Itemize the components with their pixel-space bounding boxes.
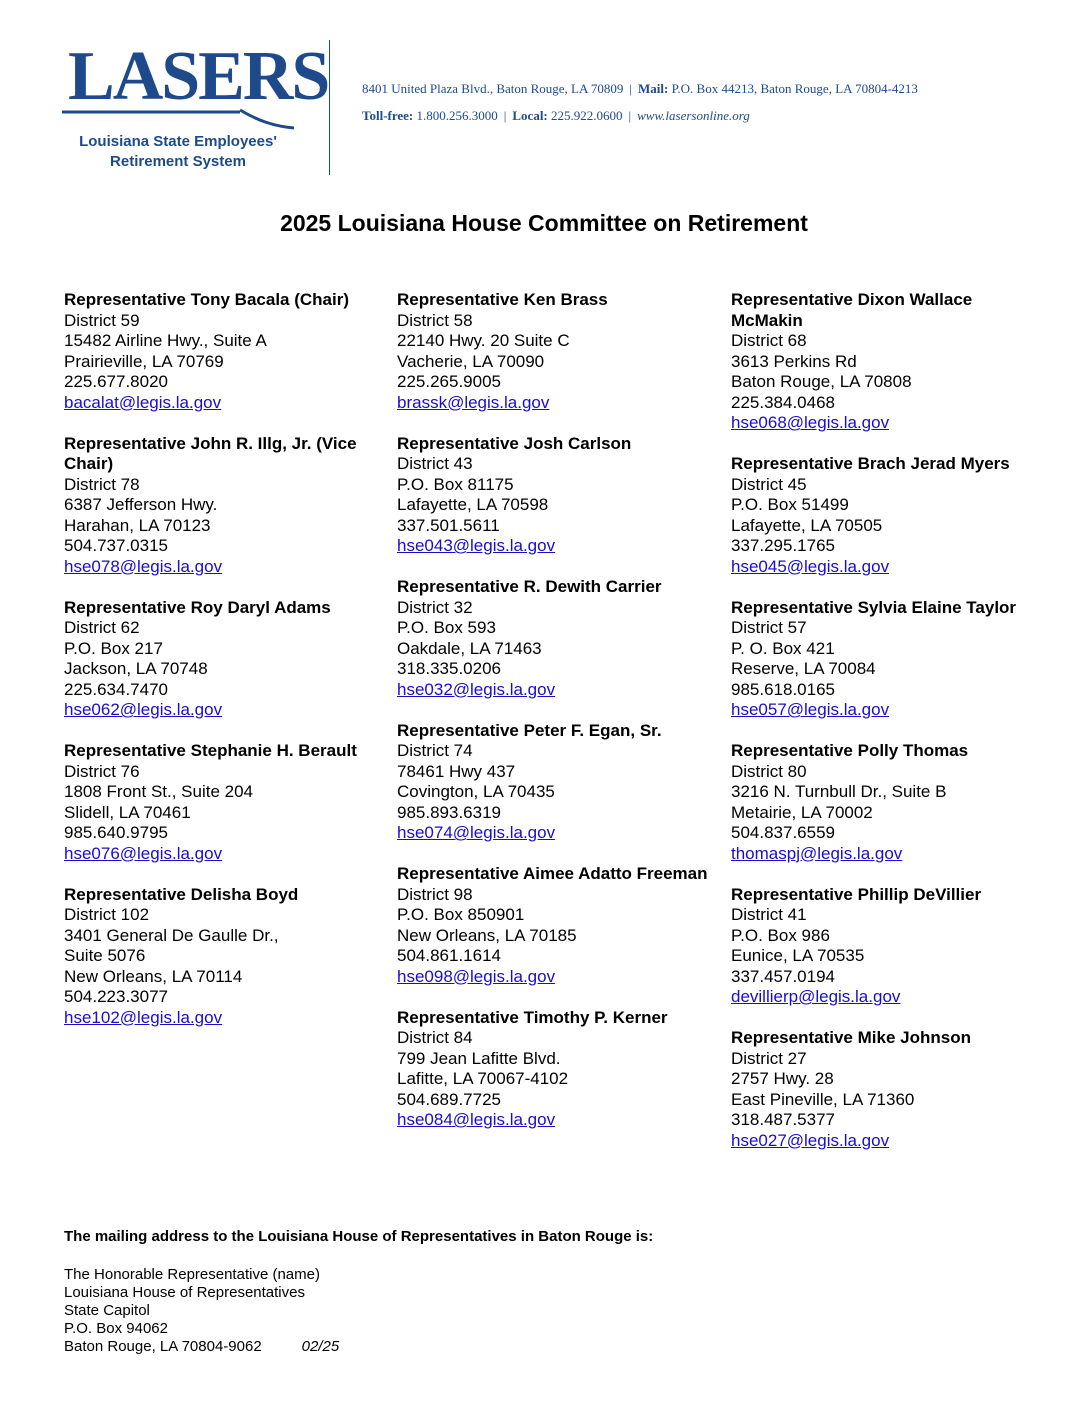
representative-entry <box>397 577 727 700</box>
address-line: New Orleans, LA 70114 <box>64 966 243 986</box>
phone: 337.501.5611 <box>397 515 500 535</box>
representative-name: Representative R. Dewith Carrier <box>397 577 662 596</box>
address-line: East Pineville, LA 71360 <box>731 1089 915 1109</box>
district: District 45 <box>731 474 807 494</box>
phone: 504.223.3077 <box>64 987 168 1006</box>
email-link[interactable]: hse078@legis.la.gov <box>64 556 223 576</box>
representative-entry <box>397 434 727 557</box>
org-name <box>62 132 294 172</box>
representative-name: Representative Polly Thomas <box>731 741 969 760</box>
address-line: Prairieville, LA 70769 <box>64 351 224 371</box>
email-link[interactable]: hse098@legis.la.gov <box>397 966 556 986</box>
address-line: P.O. Box 986 <box>731 925 830 945</box>
address-line: 3216 N. Turnbull Dr., Suite B <box>731 782 947 801</box>
address-line: 2757 Hwy. 28 <box>731 1069 834 1088</box>
email-link[interactable]: hse043@legis.la.gov <box>397 536 556 555</box>
org-name-line1: Louisiana State Employees' <box>79 133 277 150</box>
district: District 57 <box>731 618 807 637</box>
page-title: 2025 Louisiana House Committee on Retirement <box>280 210 808 236</box>
mailing-line: Louisiana House of Representatives <box>64 1284 305 1301</box>
representative-name: Representative Mike Johnson <box>731 1028 971 1047</box>
email-link[interactable]: hse027@legis.la.gov <box>731 1130 890 1150</box>
email-link[interactable]: hse032@legis.la.gov <box>397 679 556 699</box>
representative-name: Representative Roy Daryl Adams <box>64 597 331 617</box>
district: District 27 <box>731 1048 807 1068</box>
org-name-line2: Retirement System <box>110 153 246 170</box>
representative-entry <box>731 741 1041 864</box>
address-line: Oakdale, LA 71463 <box>397 638 542 658</box>
email-link[interactable]: hse068@legis.la.gov <box>731 413 890 432</box>
address-line: P.O. Box 850901 <box>397 905 525 924</box>
phone: 985.640.9795 <box>64 823 168 842</box>
phone: 504.737.0315 <box>64 536 168 555</box>
address-line: New Orleans, LA 70185 <box>397 925 577 945</box>
representative-entry <box>731 1028 1041 1151</box>
address-line: P. O. Box 421 <box>731 638 835 658</box>
district: District 98 <box>397 884 473 904</box>
mailing-line: Baton Rouge, LA 70804-9062 <box>64 1338 262 1355</box>
phone: 225.634.7470 <box>64 679 168 699</box>
address-line: 6387 Jefferson Hwy. <box>64 495 218 514</box>
representative-name: Representative Sylvia Elaine Taylor <box>731 597 1017 617</box>
contact-line-2: Toll-free: 1.800.256.3000 | Local: 225.922.0600 | www.lasersonline.org <box>362 108 750 123</box>
email-link[interactable]: hse062@legis.la.gov <box>64 700 223 719</box>
district: District 41 <box>731 905 807 924</box>
representative-entry <box>64 885 394 1029</box>
representative-entry <box>64 434 394 578</box>
website-link[interactable]: www.lasersonline.org <box>637 108 750 123</box>
representative-name: Representative Aimee Adatto Freeman <box>397 864 708 883</box>
email-link[interactable]: thomaspj@legis.la.gov <box>731 843 903 863</box>
address-line: Lafitte, LA 70067-4102 <box>397 1069 569 1088</box>
address-line: 15482 Airline Hwy., Suite A <box>64 331 267 350</box>
address-line: Reserve, LA 70084 <box>731 659 876 678</box>
mail-address: P.O. Box 44213, Baton Rouge, LA 70804-4213 <box>671 81 918 96</box>
address-line: Suite 5076 <box>64 946 146 965</box>
email-link[interactable]: hse074@legis.la.gov <box>397 823 556 842</box>
representative-entry <box>731 885 1041 1008</box>
phone: 985.618.0165 <box>731 679 835 699</box>
district: District 80 <box>731 761 807 781</box>
address-line: 799 Jean Lafitte Blvd. <box>397 1048 561 1068</box>
local-label: Local: <box>512 108 548 123</box>
representative-entry <box>64 741 394 864</box>
representative-name: Representative Tony Bacala (Chair) <box>64 290 349 309</box>
address-line: P.O. Box 217 <box>64 638 163 658</box>
district: District 78 <box>64 474 140 494</box>
tollfree-number: 1.800.256.3000 <box>416 108 498 123</box>
email-link[interactable]: hse102@legis.la.gov <box>64 1007 223 1027</box>
phone: 318.487.5377 <box>731 1110 835 1129</box>
phone: 504.861.1614 <box>397 946 501 965</box>
email-link[interactable]: hse045@legis.la.gov <box>731 556 890 576</box>
representative-name: Representative Brach Jerad Myers <box>731 454 1010 473</box>
district: District 68 <box>731 331 807 350</box>
representative-name: Representative Phillip DeVillier <box>731 884 982 904</box>
district: District 59 <box>64 310 140 330</box>
column-1 <box>64 290 394 1049</box>
email-link[interactable]: bacalat@legis.la.gov <box>64 392 222 412</box>
address-line: Harahan, LA 70123 <box>64 515 211 535</box>
logo-wordmark: LASERS <box>68 38 329 115</box>
lasers-logo <box>62 38 329 180</box>
mailing-line: P.O. Box 94062 <box>64 1320 168 1337</box>
address-line: Jackson, LA 70748 <box>64 659 208 678</box>
representative-entry <box>397 721 727 844</box>
address-line: P.O. Box 593 <box>397 618 496 637</box>
district: District 102 <box>64 905 150 924</box>
address-line: 78461 Hwy 437 <box>397 761 516 781</box>
phone: 337.295.1765 <box>731 536 835 555</box>
address-line: 1808 Front St., Suite 204 <box>64 782 254 801</box>
email-link[interactable]: brassk@legis.la.gov <box>397 392 550 412</box>
address-line: P.O. Box 51499 <box>731 495 849 514</box>
phone: 225.384.0468 <box>731 392 835 412</box>
representative-entry <box>731 290 1041 434</box>
address-line: Lafayette, LA 70598 <box>397 495 549 514</box>
representative-name: Representative Stephanie H. Berault <box>64 741 357 760</box>
contact-line-1: 8401 United Plaza Blvd., Baton Rouge, LA 70809 | Mail: P.O. Box 44213, Baton Rouge, LA 70804-4213 <box>362 81 918 96</box>
email-link[interactable]: hse057@legis.la.gov <box>731 700 890 719</box>
email-link[interactable]: hse084@legis.la.gov <box>397 1110 556 1129</box>
address-line: P.O. Box 81175 <box>397 474 514 494</box>
column-3 <box>731 290 1041 1172</box>
address-line: Slidell, LA 70461 <box>64 802 191 822</box>
address-line: Covington, LA 70435 <box>397 782 555 801</box>
representative-name: Representative Delisha Boyd <box>64 884 299 904</box>
district: District 43 <box>397 454 473 473</box>
address-line: 3401 General De Gaulle Dr., <box>64 925 279 945</box>
street-address: 8401 United Plaza Blvd., Baton Rouge, LA 70809 <box>362 81 624 96</box>
mailing-line: The Honorable Representative (name) <box>64 1266 320 1283</box>
representative-entry <box>731 598 1041 721</box>
email-link[interactable]: hse076@legis.la.gov <box>64 843 223 863</box>
email-link[interactable]: devillierp@legis.la.gov <box>731 987 901 1006</box>
address-line: 3613 Perkins Rd <box>731 351 857 371</box>
letterhead <box>62 40 1022 180</box>
phone: 318.335.0206 <box>397 659 501 678</box>
representative-entry <box>731 454 1041 577</box>
representative-name: Representative Ken Brass <box>397 290 608 309</box>
address-line: Vacherie, LA 70090 <box>397 351 545 371</box>
contact-info <box>362 75 1022 129</box>
district: District 74 <box>397 741 473 760</box>
district: District 32 <box>397 597 473 617</box>
representative-name: Representative John R. Illg, Jr. (Vice Chair) <box>64 433 357 473</box>
representative-entry <box>397 1008 727 1131</box>
address-line: 22140 Hwy. 20 Suite C <box>397 331 570 350</box>
representative-name: Representative Timothy P. Kerner <box>397 1007 668 1027</box>
tollfree-label: Toll-free: <box>362 108 414 123</box>
phone: 985.893.6319 <box>397 802 501 822</box>
representative-name: Representative Dixon Wallace McMakin <box>731 290 973 330</box>
representative-name: Representative Peter F. Egan, Sr. <box>397 720 662 740</box>
address-line: Eunice, LA 70535 <box>731 946 865 965</box>
phone: 337.457.0194 <box>731 966 835 986</box>
representative-name: Representative Josh Carlson <box>397 433 632 453</box>
address-line: Baton Rouge, LA 70808 <box>731 372 912 391</box>
phone: 504.689.7725 <box>397 1089 501 1109</box>
phone: 225.265.9005 <box>397 372 501 391</box>
representative-entry <box>64 290 394 413</box>
letterhead-divider <box>329 40 330 175</box>
mailing-heading: The mailing address to the Louisiana House of Representatives in Baton Rouge is: <box>64 1228 654 1245</box>
address-line: Lafayette, LA 70505 <box>731 515 883 535</box>
district: District 76 <box>64 761 140 781</box>
mailing-address-section <box>64 1228 764 1356</box>
representative-entry <box>397 290 727 413</box>
district: District 84 <box>397 1028 473 1047</box>
column-2 <box>397 290 727 1151</box>
mail-label: Mail: <box>638 81 669 96</box>
phone: 225.677.8020 <box>64 372 168 391</box>
mailing-line: State Capitol <box>64 1302 150 1319</box>
mailing-last-line <box>64 1338 764 1356</box>
district: District 58 <box>397 310 473 330</box>
representative-entry <box>64 598 394 721</box>
phone: 504.837.6559 <box>731 823 835 842</box>
district: District 62 <box>64 618 140 637</box>
local-number: 225.922.0600 <box>551 108 623 123</box>
address-line: Metairie, LA 70002 <box>731 802 873 822</box>
representative-entry <box>397 864 727 987</box>
revision-date: 02/25 <box>301 1338 340 1355</box>
